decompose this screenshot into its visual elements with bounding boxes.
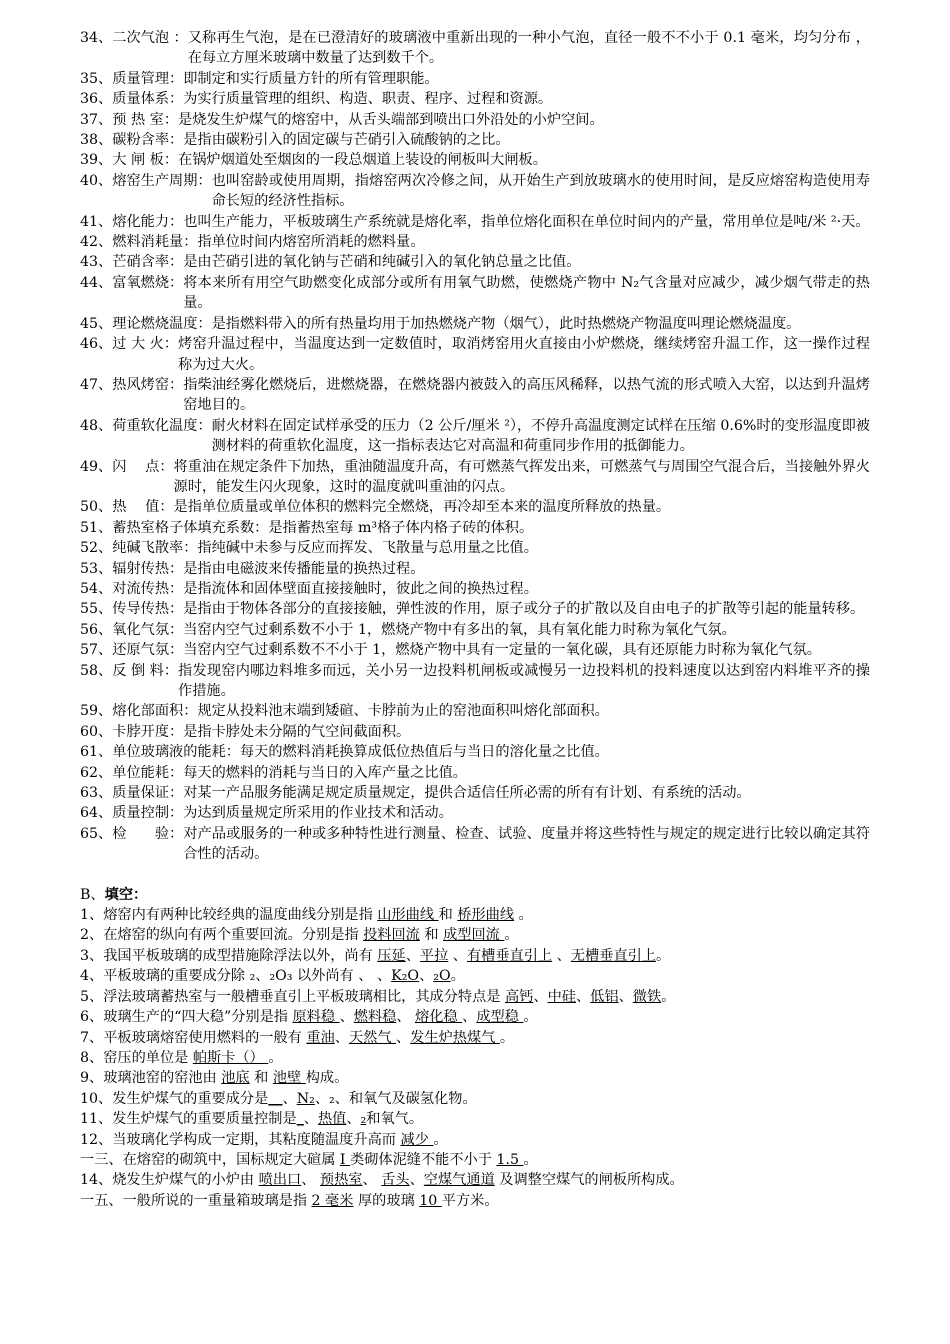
term-number: 55、 — [80, 601, 113, 618]
term-name: 纯碱飞散率： — [112, 540, 198, 557]
term-definition: 是烧发生炉煤气的熔窑中，从舌头端部到喷出口外沿处的小炉空间。 — [178, 111, 604, 128]
term-number: 41、 — [80, 213, 113, 230]
term-definition: 对某一产品服务能满足规定质量规定，提供合适信任所必需的所有有计划、有系统的活动。 — [183, 785, 751, 802]
term-number: 34、 — [80, 30, 113, 46]
question-text: 3、我国平板玻璃的成型措施除浮法以外，尚有 — [80, 947, 378, 964]
term-number: 44、 — [80, 274, 113, 291]
term-label — [80, 89, 183, 109]
question-text: 构成。 — [305, 1070, 349, 1087]
term-number: 65、 — [80, 825, 113, 842]
fill-question — [80, 1170, 870, 1190]
term-name: 检 验： — [112, 825, 184, 842]
fill-question — [80, 966, 870, 986]
term-definition: 为达到质量规定所采用的作业技术和活动。 — [183, 805, 453, 822]
question-text: 、 — [396, 1009, 416, 1026]
answer: 低铝 — [590, 988, 619, 1005]
answer: 10 — [419, 1192, 442, 1209]
fill-question — [80, 1068, 870, 1088]
term-item — [80, 212, 870, 232]
term-number: 46、 — [80, 336, 113, 353]
question-text: 8、窑压的单位是 — [80, 1049, 193, 1066]
term-name: 大 闸 板： — [112, 152, 179, 169]
term-item — [80, 150, 870, 170]
term-name: 氧化气氛： — [112, 621, 184, 638]
answer: 1.5 — [496, 1151, 524, 1168]
question-text: 、₂、和氧气及碳氢化物。 — [314, 1090, 477, 1107]
term-number: 63、 — [80, 785, 113, 802]
fill-question — [80, 925, 870, 945]
term-label — [80, 252, 183, 272]
term-definition: 当窑内空气过剩系数不不小于 1，燃烧产物中具有一定量的一氧化碳，具有还原能力时称为氧化气氛。 — [183, 642, 821, 659]
term-name: 热风烤窑： — [112, 376, 184, 393]
term-item — [80, 273, 870, 314]
term-name: 富氧燃烧： — [112, 274, 184, 291]
term-name: 熔化能力： — [112, 213, 184, 230]
term-definition: 是由芒硝引进的氧化钠与芒硝和纯碱引入的氧化钠总量之比值。 — [183, 254, 581, 271]
term-definition: 将重油在规定条件下加热，重油随温度升高，有可燃蒸气挥发出来，可燃蒸气与周围空气混合后，当接触外界火源时，能发生闪火现象，这时的温度就叫重油的闪点。 — [173, 458, 870, 495]
fill-question — [80, 1191, 870, 1211]
answer: 压延 — [377, 947, 406, 964]
answer: _ — [296, 1111, 304, 1128]
term-item — [80, 457, 870, 498]
term-item — [80, 89, 870, 109]
term-name: 质量控制： — [112, 805, 184, 822]
answer: 无槽垂直引上 — [570, 947, 656, 964]
answer: 热值 — [317, 1111, 347, 1128]
question-text: 、 — [462, 1009, 477, 1026]
answer: 高钙 — [504, 988, 534, 1005]
term-label — [80, 824, 183, 865]
term-definition: 是指由于物体各部分的直接接触，弹性波的作用，原子或分子的扩散以及自由电子的扩散等引起的能量转移。 — [183, 601, 865, 618]
answer: 熔化稳 — [415, 1009, 463, 1026]
question-text: 9、玻璃池窑的窑池由 — [80, 1070, 222, 1087]
term-number: 64、 — [80, 805, 113, 822]
question-text: 、 — [303, 1111, 318, 1128]
term-item — [80, 559, 870, 579]
answer: 舌头 — [381, 1172, 410, 1189]
question-text: 6、玻璃生产的“四大稳”分别是指 — [80, 1009, 293, 1026]
term-number: 43、 — [80, 254, 113, 271]
term-label — [80, 130, 183, 150]
term-item — [80, 661, 870, 702]
term-definition: 指单位时间内熔窑所消耗的燃料量。 — [197, 234, 425, 251]
term-item — [80, 497, 870, 517]
question-text: 。 — [523, 1009, 538, 1026]
term-number: 50、 — [80, 499, 113, 516]
fill-question — [80, 905, 870, 925]
term-name: 卡脖开度： — [112, 723, 184, 740]
question-text: 、 — [405, 947, 420, 964]
term-item — [80, 375, 870, 416]
answer: 发生炉热煤气 — [410, 1029, 500, 1046]
term-label — [80, 620, 183, 640]
question-text: 、 — [533, 988, 548, 1005]
term-name: 碳粉含率： — [112, 132, 184, 149]
question-text: 。 — [450, 968, 465, 985]
question-text: 类砌体泥缝不能不小于 — [350, 1151, 497, 1168]
term-label — [80, 212, 183, 232]
term-name: 传导传热： — [112, 601, 184, 618]
fill-question — [80, 1150, 870, 1170]
term-name: 荷重软化温度： — [112, 417, 212, 434]
term-label — [80, 28, 188, 69]
term-number: 48、 — [80, 417, 113, 434]
answer: 2 毫米 — [311, 1192, 354, 1209]
question-text: 。 — [523, 1151, 538, 1168]
term-number: 42、 — [80, 234, 113, 251]
answer: 成型稳 — [476, 1009, 524, 1026]
answer: 山形曲线 — [377, 907, 439, 924]
fill-question — [80, 1109, 870, 1129]
question-text: 、 — [552, 947, 571, 964]
term-label — [80, 110, 178, 130]
term-item — [80, 722, 870, 742]
answer: 有槽垂直引上 — [466, 947, 553, 964]
term-name: 还原气氛： — [112, 642, 184, 659]
term-number: 40、 — [80, 172, 113, 189]
term-label — [80, 701, 197, 721]
term-label — [80, 783, 183, 803]
term-number: 52、 — [80, 540, 113, 557]
term-name: 单位玻璃液的能耗： — [112, 744, 240, 761]
term-item — [80, 171, 870, 212]
term-item — [80, 579, 870, 599]
term-label — [80, 273, 183, 314]
question-text: 、 — [339, 1009, 354, 1026]
fill-question — [80, 1048, 870, 1068]
term-label — [80, 640, 183, 660]
term-name: 燃料消耗量： — [112, 234, 198, 251]
question-text: 及调整空煤气的闸板所构成。 — [494, 1172, 684, 1189]
term-definition: 指发现窑内哪边料堆多而远，关小另一边投料机闸板或减慢另一边投料机的投料速度以达到窑内料堆平齐的操作措施。 — [178, 662, 870, 699]
term-definition: 又称再生气泡，是在已澄清好的玻璃液中重新出现的一种小气泡，直径一般不不小于 0.1 毫米，均匀分布 ，在每立方厘米玻璃中数量了达到数千个。 — [187, 30, 870, 67]
section-prefix: B、 — [80, 886, 105, 903]
answer: 平拉 — [419, 947, 449, 964]
question-text: 平方米。 — [441, 1192, 499, 1209]
question-text: 和 — [249, 1070, 273, 1087]
question-text: 。 — [268, 1049, 283, 1066]
term-definition: 也叫生产能力，平板玻璃生产系统就是熔化率，指单位熔化面积在单位时间内的产量，常用单位是吨/米 ²·天。 — [183, 213, 870, 230]
term-item — [80, 742, 870, 762]
term-name: 预 热 室： — [112, 111, 179, 128]
question-text: 4、平板玻璃的重要成分除 ₂、₂O₃ 以外尚有 、 、 — [80, 968, 392, 985]
term-item — [80, 69, 870, 89]
term-name: 单位能耗： — [112, 764, 184, 781]
answer: 成型回流 — [443, 927, 505, 944]
term-number: 51、 — [80, 519, 113, 536]
answer: K₂O — [391, 968, 420, 985]
fill-question — [80, 946, 870, 966]
question-text: 一三、在熔窑的砌筑中，国标规定大碹属 — [80, 1151, 340, 1168]
term-definition: 烤窑升温过程中，当温度达到一定数值时，取消烤窑用火直接由小炉燃烧，继续烤窑升温工作，这一操作过程称为过大火。 — [178, 336, 870, 373]
term-label — [80, 416, 212, 457]
answer: I — [339, 1151, 351, 1168]
answer: ₂ — [360, 1111, 367, 1128]
term-definition: 将本来所有用空气助燃变化成部分或所有用氧气助燃，使燃烧产物中 N₂气含量对应减少，减少烟气带走的热量。 — [183, 274, 870, 312]
term-label — [80, 763, 183, 783]
question-text: 、 — [618, 988, 633, 1005]
question-text: 。 — [514, 907, 533, 924]
question-text: 、 — [362, 1172, 382, 1189]
term-name: 质量体系： — [112, 91, 184, 108]
question-text: 、 — [346, 1111, 361, 1128]
answer: 投料回流 — [363, 927, 420, 944]
question-text: 12、当玻璃化学构成一定期，其粘度随温度升高而 — [80, 1131, 401, 1148]
term-item — [80, 314, 870, 334]
term-name: 理论燃烧温度： — [112, 315, 212, 332]
term-definition: 为实行质量管理的组织、构造、职责、程序、过程和资源。 — [183, 91, 553, 108]
term-item — [80, 783, 870, 803]
question-text: 。 — [499, 1029, 515, 1046]
term-name: 质量保证： — [112, 785, 184, 802]
term-definition: 每天的燃料消耗换算成低位热值后与当日的溶化量之比值。 — [239, 744, 609, 761]
term-number: 56、 — [80, 621, 113, 638]
term-label — [80, 69, 183, 89]
question-text: 一五、一般所说的一重量箱玻璃是指 — [80, 1192, 312, 1209]
question-text: 和 — [419, 927, 444, 944]
answer: 天然气 — [348, 1029, 397, 1046]
term-definition: 在锅炉烟道处至烟囱的一段总烟道上装设的闸板叫大闸板。 — [178, 152, 547, 169]
term-item — [80, 701, 870, 721]
answer: 微铁 — [632, 988, 662, 1005]
term-number: 35、 — [80, 70, 113, 87]
term-number: 53、 — [80, 560, 113, 577]
term-number: 37、 — [80, 111, 113, 128]
term-item — [80, 110, 870, 130]
answer: 空煤气通道 — [423, 1172, 495, 1189]
term-number: 47、 — [80, 376, 113, 393]
term-number: 59、 — [80, 703, 113, 720]
answer: 喷出口 — [258, 1172, 302, 1189]
question-text: 、 — [396, 1029, 411, 1046]
term-definition: 是指蓄热室每 m³格子体内格子砖的体积。 — [268, 519, 534, 536]
term-label — [80, 722, 183, 742]
question-text: 和氧气。 — [366, 1111, 424, 1128]
term-label — [80, 375, 183, 416]
fill-question — [80, 987, 870, 1007]
term-item — [80, 599, 870, 619]
term-label — [80, 171, 212, 212]
term-label — [80, 232, 197, 252]
term-definition: 每天的燃料的消耗与当日的入库产量之比值。 — [183, 764, 467, 781]
term-number: 62、 — [80, 764, 113, 781]
term-number: 61、 — [80, 744, 113, 761]
term-name: 熔窑生产周期： — [112, 172, 212, 189]
question-text: 、 — [334, 1029, 349, 1046]
answer: 池壁 — [272, 1070, 306, 1087]
question-text: 5、浮法玻璃蓄热室与一般槽垂直引上平板玻璃相比，其成分特点是 — [80, 988, 505, 1005]
term-number: 49、 — [80, 458, 113, 475]
term-item — [80, 763, 870, 783]
term-definition: 对产品或服务的一种或多种特性进行测量、检查、试验、度量并将这些特性与规定的规定进行比较以确定其符合性的活动。 — [183, 825, 870, 863]
term-item — [80, 803, 870, 823]
term-name: 蓄热室格子体填充系数： — [112, 519, 269, 536]
question-text: 、 — [419, 968, 434, 985]
question-text: 、 — [575, 988, 591, 1005]
question-text: 14、烧发生炉煤气的小炉由 — [80, 1172, 259, 1189]
term-name: 二次气泡 ： — [112, 30, 188, 46]
term-label — [80, 803, 183, 823]
question-text: 。 — [661, 988, 676, 1005]
term-number: 38、 — [80, 132, 113, 149]
term-number: 36、 — [80, 91, 113, 108]
term-label — [80, 497, 174, 517]
term-name: 过 大 火： — [112, 336, 179, 353]
term-name: 对流传热： — [112, 580, 184, 597]
term-label — [80, 742, 240, 762]
term-label — [80, 457, 174, 498]
fill-question — [80, 1007, 870, 1027]
term-definition: 当窑内空气过剩系数不小于 1，燃烧产物中有多出的氧，具有氧化能力时称为氧化气氛。 — [183, 621, 736, 638]
term-number: 57、 — [80, 642, 113, 659]
term-number: 60、 — [80, 723, 113, 740]
question-text: 11、发生炉煤气的重要质量控制是 — [80, 1111, 297, 1128]
answer: N₂ — [296, 1090, 315, 1107]
term-definition: 是指由碳粉引入的固定碳与芒硝引入硫酸钠的之比。 — [183, 132, 510, 149]
term-label — [80, 150, 178, 170]
section-heading — [80, 885, 870, 905]
term-number: 58、 — [80, 662, 113, 679]
term-item — [80, 824, 870, 865]
question-text: 、 — [301, 1172, 320, 1189]
question-text: 、 — [448, 947, 467, 964]
section-title: 填空： — [104, 886, 148, 903]
term-label — [80, 518, 268, 538]
term-label — [80, 599, 183, 619]
question-text: 2、在熔窑的纵向有两个重要回流。分别是指 — [80, 927, 364, 944]
term-name: 热 值： — [112, 499, 174, 516]
term-item — [80, 130, 870, 150]
term-item — [80, 640, 870, 660]
fill-question — [80, 1130, 870, 1150]
answer: 燃料稳 — [353, 1009, 397, 1026]
answer: 预热室 — [319, 1172, 363, 1189]
term-definition: 是指燃料带入的所有热量均用于加热燃烧产物（烟气），此时热燃烧产物温度叫理论燃烧温度。 — [211, 315, 801, 332]
answer: 重油 — [306, 1029, 335, 1046]
term-label — [80, 538, 197, 558]
term-definition: 规定从投料池末端到矮碹、卡脖前为止的窑池面积叫熔化部面积。 — [197, 703, 609, 720]
fill-question — [80, 1028, 870, 1048]
term-item — [80, 252, 870, 272]
term-definition: 是指由电磁波来传播能量的换热过程。 — [183, 560, 425, 577]
term-number: 54、 — [80, 580, 113, 597]
term-name: 芒硝含率： — [112, 254, 184, 271]
question-text: 1、熔窑内有两种比较经典的温度曲线分别是指 — [80, 907, 378, 924]
term-item — [80, 334, 870, 375]
term-definition: 也叫窑龄或使用周期，指熔窑两次冷修之间，从开始生产到放玻璃水的使用时间，是反应熔窑构造使用寿命长短的经济性指标。 — [211, 172, 870, 210]
answer: 减少 — [400, 1131, 434, 1148]
term-definition: 即制定和实行质量方针的所有管理职能。 — [183, 70, 439, 87]
term-definition: 指纯碱中未参与反应而挥发、飞散量与总用量之比值。 — [197, 540, 538, 557]
term-definition: 是指卡脖处未分隔的气空间截面积。 — [183, 723, 411, 740]
term-label — [80, 559, 183, 579]
answer: 原料稳 — [292, 1009, 340, 1026]
term-number: 39、 — [80, 152, 113, 169]
question-text: 。 — [655, 947, 671, 964]
term-name: 熔化部面积： — [112, 703, 198, 720]
answer: 池底 — [221, 1070, 250, 1087]
question-text: 。 — [433, 1131, 448, 1148]
question-text: 厚的玻璃 — [353, 1192, 420, 1209]
document-page — [80, 28, 870, 1211]
question-text: 、 — [282, 1090, 297, 1107]
term-item — [80, 416, 870, 457]
term-item — [80, 620, 870, 640]
term-number: 45、 — [80, 315, 113, 332]
term-definition: 是指流体和固体壁面直接接触时，彼此之间的换热过程。 — [183, 580, 538, 597]
term-name: 闪 点： — [112, 458, 174, 475]
answer: ₂O — [433, 968, 451, 985]
question-text: 7、平板玻璃熔窑使用燃料的一般有 — [80, 1029, 307, 1046]
answer: 帕斯卡（） — [192, 1049, 269, 1066]
term-label — [80, 661, 178, 702]
answer: __ — [268, 1090, 283, 1107]
term-name: 反 倒 料： — [112, 662, 179, 679]
question-text: 和 — [438, 907, 458, 924]
term-definition: 耐火材料在固定试样承受的压力（2 公斤/厘米 ²），不停升高温度测定试样在压缩 0.6%时的变形温度即被测材料的荷重软化温度，这一指标表达它对高温和荷重同步作用的抵御能力。 — [211, 417, 870, 455]
term-item — [80, 538, 870, 558]
term-item — [80, 28, 870, 69]
term-item — [80, 232, 870, 252]
term-list — [80, 28, 870, 865]
fill-question — [80, 1089, 870, 1109]
term-definition: 指柴油经雾化燃烧后，进燃烧器，在燃烧器内被鼓入的高压风稀释，以热气流的形式喷入大窑，以达到升温烤窑地目的。 — [183, 376, 870, 414]
term-name: 质量管理： — [112, 70, 184, 87]
term-label — [80, 579, 183, 599]
answer: 中硅 — [547, 988, 576, 1005]
answer: 桥形曲线 — [457, 907, 515, 924]
term-item — [80, 518, 870, 538]
question-text: 10、发生炉煤气的重要成分是 — [80, 1090, 269, 1107]
question-text: 。 — [504, 927, 519, 944]
term-label — [80, 334, 178, 375]
term-definition: 是指单位质量或单位体积的燃料完全燃烧，再冷却至本来的温度所释放的热量。 — [173, 499, 671, 516]
question-text: 、 — [409, 1172, 424, 1189]
term-label — [80, 314, 212, 334]
term-name: 辐射传热： — [112, 560, 184, 577]
